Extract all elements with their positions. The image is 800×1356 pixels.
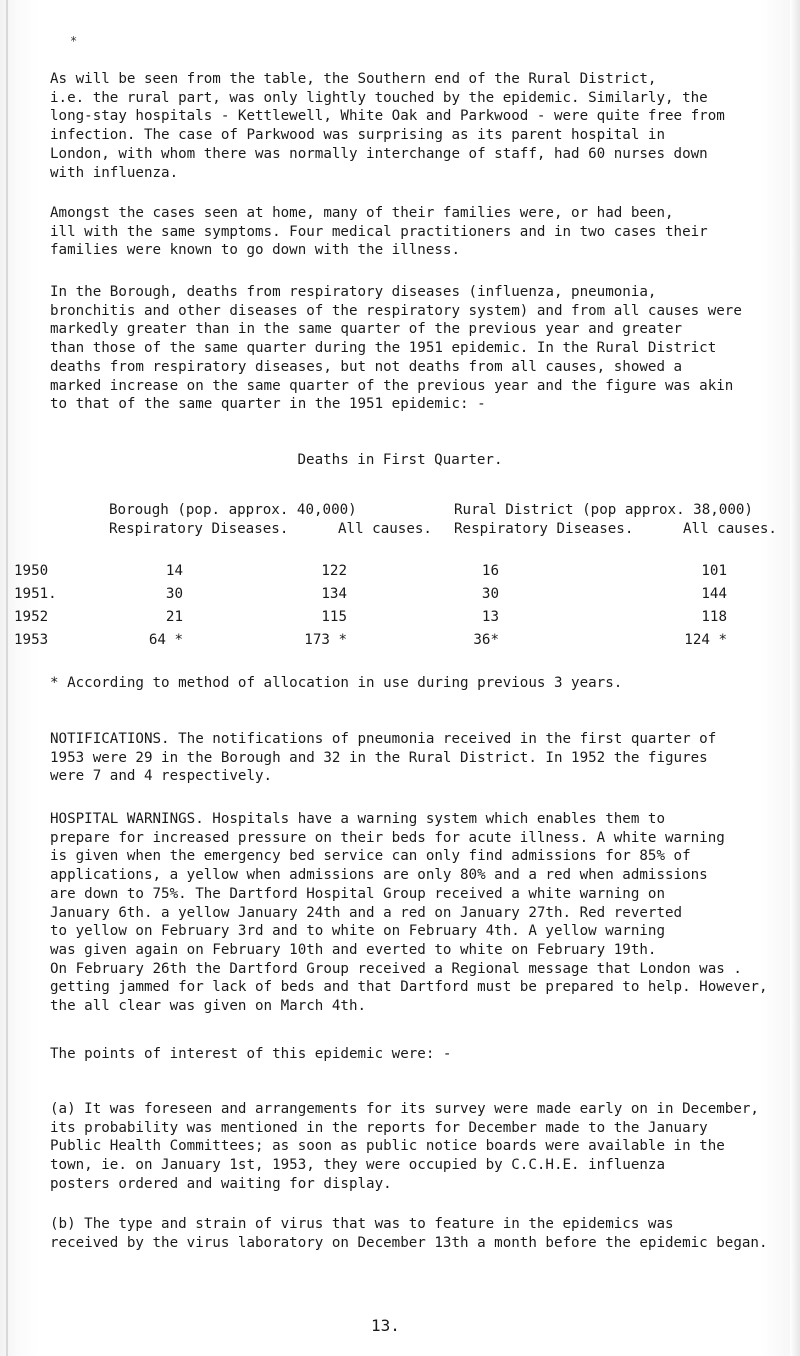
year-cell: 1951. — [14, 586, 57, 602]
paragraph-notifications: NOTIFICATIONS. The notifications of pneumonia received in the first quarter of 1953 were 29 in the Borough and 32 in the Rural District. In 1952 the figures were 7 and 4 respectively. — [50, 731, 717, 785]
table-row — [0, 632, 800, 651]
page-mark: * — [70, 34, 78, 48]
borough-all-cell: 115 — [321, 609, 347, 625]
borough-resp-cell: 30 — [165, 586, 183, 602]
borough-resp-cell: 64 * — [148, 632, 183, 648]
borough-all-cell: 122 — [321, 563, 347, 579]
paragraph-borough-deaths: In the Borough, deaths from respiratory diseases (influenza, pneumonia, bronchitis and other diseases of the respiratory system) and from all causes were markedly greater than in the same quarter of the previous year and greater than those of the same quarter during the 1951 epidemic. In the Rural District deaths from respiratory diseases, but not deaths from all causes, showed a marked increase on the same quarter of the previous year and the figure was akin to that of the same quarter in the 1951 epidemic: - — [50, 284, 742, 413]
rural-all-cell: 118 — [701, 609, 727, 625]
borough-all-cell: 134 — [321, 586, 347, 602]
rural-resp-cell: 13 — [481, 609, 499, 625]
year-cell: 1953 — [14, 632, 49, 648]
year-cell: 1950 — [14, 563, 49, 579]
rural-resp-cell: 36* — [473, 632, 499, 648]
table-footnote: * According to method of allocation in use during previous 3 years. — [50, 675, 623, 691]
rural-header: Rural District (pop approx. 38,000) — [454, 502, 753, 518]
table-title: Deaths in First Quarter. — [297, 452, 503, 468]
paragraph-hospital-warnings: HOSPITAL WARNINGS. Hospitals have a warning system which enables them to prepare for increased pressure on their beds for acute illness. A white warning is given when the emergency bed service can only find admissions for 85% of applications, a yellow when admissions are only 80% and a red when admissions are down to 75%. The Dartford Hospital Group received a white warning on January 6th. a yellow January 24th and a red on January 27th. Red reverted to yellow on February 3rd and to white on February 4th. A yellow warning was given again on February 10th and everted to white on February 19th. On February 26th the Dartford Group received a Regional message that London was . getting jammed for lack of beds and that Dartford must be prepared to help. However, the all clear was given on March 4th. — [50, 811, 768, 1015]
rural-resp-cell: 16 — [481, 563, 499, 579]
rural-resp-cell: 30 — [481, 586, 499, 602]
table-row — [0, 609, 800, 628]
paragraph-southern-end: As will be seen from the table, the Southern end of the Rural District, i.e. the rural part, was only lightly touched by the epidemic. Similarly, the long-stay hospitals - Kettlewell, White Oak and Parkwood - were quite free from infection. The case of Parkwood was surprising as its parent hospital in London, with whom there was normally interchange of staff, had 60 nurses down with influenza. — [50, 71, 725, 181]
paragraph-cases-at-home: Amongst the cases seen at home, many of their families were, or had been, ill with the same symptoms. Four medical practitioners and in two cases their families were known to go down with the illness. — [50, 205, 708, 259]
rural-all-cell: 101 — [701, 563, 727, 579]
year-cell: 1952 — [14, 609, 49, 625]
borough-resp-cell: 21 — [165, 609, 183, 625]
rural-all-subheader: All causes. — [683, 521, 777, 537]
borough-resp-cell: 14 — [165, 563, 183, 579]
rural-all-cell: 144 — [701, 586, 727, 602]
rural-resp-subheader: Respiratory Diseases. — [454, 521, 634, 537]
paragraph-point-a: (a) It was foreseen and arrangements for its survey were made early on in December, its probability was mentioned in the reports for December made to the January Public Health Committees; as soon as public notice boards were available in the town, ie. on January 1st, 1953, they were occupied by C.C.H.E. influenza posters ordered and waiting for display. — [50, 1101, 759, 1192]
scan-edge-left — [6, 0, 8, 1356]
paragraph-points-intro: The points of interest of this epidemic were: - — [50, 1046, 452, 1062]
scan-edge-right — [790, 0, 800, 1356]
borough-all-subheader: All causes. — [338, 521, 432, 537]
table-row — [0, 563, 800, 582]
table-row — [0, 586, 800, 605]
borough-all-cell: 173 * — [304, 632, 347, 648]
paragraph-point-b: (b) The type and strain of virus that was to feature in the epidemics was received by the virus laboratory on December 13th a month before the epidemic began. — [50, 1216, 768, 1251]
borough-resp-subheader: Respiratory Diseases. — [109, 521, 289, 537]
borough-header: Borough (pop. approx. 40,000) — [109, 502, 357, 518]
rural-all-cell: 124 * — [684, 632, 727, 648]
page-number: 13. — [371, 1316, 400, 1335]
